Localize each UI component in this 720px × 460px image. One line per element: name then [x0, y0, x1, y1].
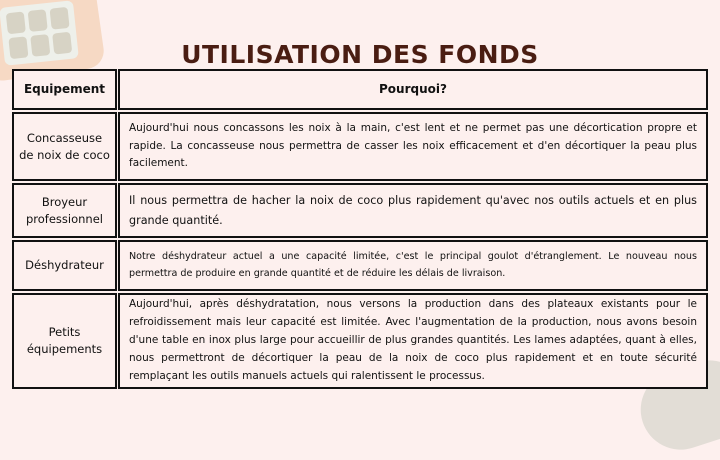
item-label: Déshydrateur [25, 258, 104, 273]
table-header-pourquoi [118, 69, 708, 110]
item-label: Broyeur professionnel [26, 194, 103, 226]
table-row-item [12, 183, 117, 238]
reason-text: Aujourd'hui, après déshydratation, nous versons la production dans des plateaux existants pour le refroidissement mais leur capacité est limitée. Avec l'augmentation de la production, nous avons besoin d'une table en inox plus large pour accueillir de plus grandes quantités. Les lames adaptées, quant à elles, nous permettront de décortiquer la peau de la noix de coco plus rapidement et en toute sécurité remplaçant les outils manuels actuels qui ralentissent le processus. [129, 298, 697, 382]
table-row-reason [118, 183, 708, 238]
table-row-reason [118, 240, 708, 291]
table-header-equipement [12, 69, 117, 110]
reason-text: Il nous permettra de hacher la noix de coco plus rapidement qu'avec nos outils actuels et en plus grande quantité. [129, 194, 697, 227]
reason-text: Notre déshydrateur actuel a une capacité limitée, c'est le principal goulot d'étranglement. Le nouveau nous permettra de produire en grande quantité et de réduire les délais de livraison. [129, 251, 697, 279]
table-row-reason [118, 112, 708, 181]
table-row-item [12, 112, 117, 181]
item-label: Petits équipements [26, 325, 103, 356]
page-title: UTILISATION DES FONDS [181, 40, 539, 69]
header-label: Equipement [23, 81, 106, 96]
table-row-item [12, 240, 117, 291]
reason-text: Aujourd'hui nous concassons les noix à la main, c'est lent et ne permet pas une décortication propre et rapide. La concasseuse nous permettra de casser les noix efficacement et d'en décortiquer la peau plus facilement. [129, 121, 697, 170]
table-row-item [12, 293, 117, 389]
item-label: Concasseuse de noix de coco [19, 130, 110, 162]
table-row-reason [118, 293, 708, 389]
header-label: Pourquoi? [379, 81, 447, 96]
